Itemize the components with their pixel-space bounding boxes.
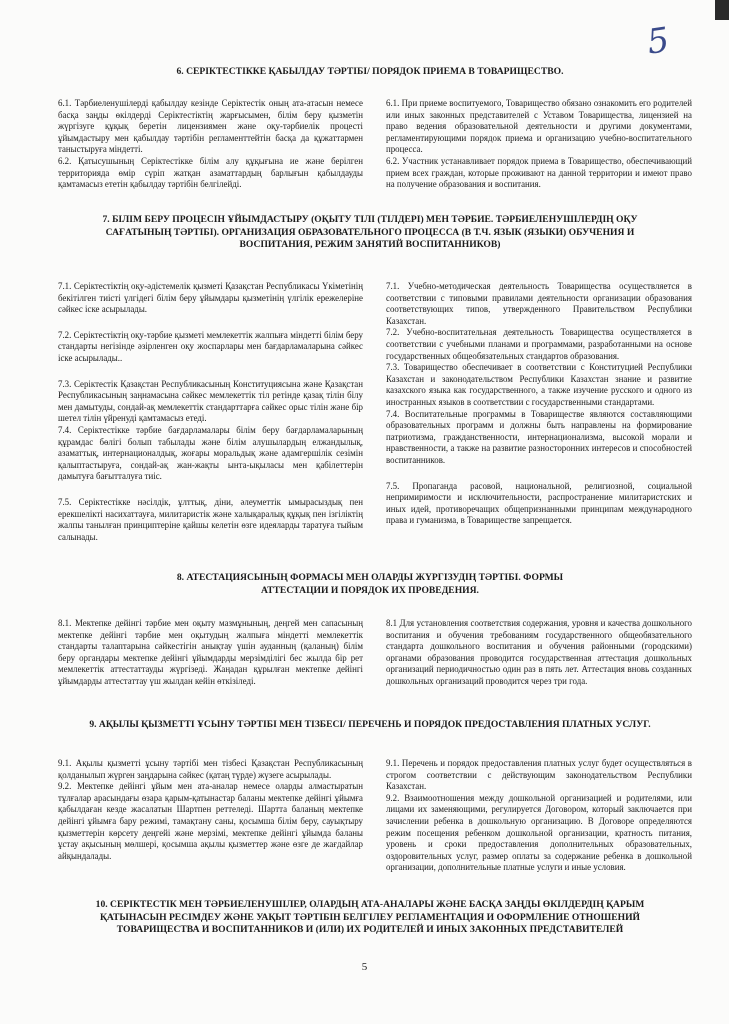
paragraph: 9.1. Перечень и порядок предоставления платных услуг будет осуществляться в строгом соответствии с действующим законодательством Республики Казахстан. bbox=[386, 758, 692, 792]
paragraph: 7.5. Серіктестікке нәсілдік, ұлттық, діни, әлеуметтік ымырасыздық пен ерекшелікті насихаттауға, милитаристік және халықаралық құқық пен ізгіліктің жалпы танылған принциптеріне қайшы келетін өзге идеяларды таратуға тыйым салынады. bbox=[58, 496, 363, 542]
scan-edge-shadow bbox=[715, 0, 729, 20]
paragraph: 9.2. Мектепке дейінгі ұйым мен ата-аналар немесе оларды алмастыратын тұлғалар арасындағы өзара қарым-қатынастар баланы мектепке дейінгі ұйымға қабылдаған кезде жасалатын Шартпен реттеледі. Шартта баланың мектепке дейінгі ұйымға бару режимі, тамақтану саны, қосымша білім беру, сауықтыру қызметтерін көрсету деңгейі және мерзімі, мектепке дейінгі ұйымда баланы ұстау ақысының мөлшері, қосымша ақылы қызметтер және өзге де жағдайлар айқындалады. bbox=[58, 781, 363, 861]
paragraph: 9.2. Взаимоотношения между дошкольной организацией и родителями, или лицами их заменяющими, регулируется Договором, который заключается при зачислении ребенка в дошкольную организацию. В Договоре определяются режим посещения ребенком дошкольной организации, кратность питания, уровень и сроки предоставления дополнительных образовательных, оздоровительных услуг, размер оплаты за содержание ребенка в дошкольной организации, дополнительные платные услуги и иные условия. bbox=[386, 792, 692, 873]
section-9-kazakh-column bbox=[58, 758, 363, 862]
section-8-russian-column bbox=[386, 618, 692, 688]
paragraph: 6.1. При приеме воспитуемого, Товарищество обязано ознакомить его родителей или иных законных представителей с Уставом Товарищества, лицензией на право ведения образовательной деятельности и другими документами, регламентирующими порядок приема и организацию учебно-воспитательного процесса. bbox=[386, 98, 692, 155]
section-6-russian-column bbox=[386, 98, 692, 191]
section-7-kazakh-column bbox=[58, 281, 363, 543]
section-8-heading: 8. АТЕСТАЦИЯСЫНЫҢ ФОРМАСЫ МЕН ОЛАРДЫ ЖҮРГІЗУДІҢ ТӘРТІБІ. ФОРМЫ АТТЕСТАЦИИ И ПОРЯДОК ИХ ПРОВЕДЕНИЯ. bbox=[176, 572, 564, 596]
paragraph: 7.1. Серіктестіктің оқу-әдістемелік қызметі Қазақстан Республикасы Үкіметінің бекітілген тиісті үлгідегі білім беру ұйымдары қызметінің үлгілік ережелеріне сәйкес іске асырылады. bbox=[58, 281, 363, 315]
section-7-russian-column bbox=[386, 281, 692, 527]
section-10-heading: 10. СЕРІКТЕСТІК МЕН ТӘРБИЕЛЕНУШІЛЕР, ОЛАРДЫҢ АТА-АНАЛАРЫ ЖӘНЕ БАСҚА ЗАҢДЫ ӨКІЛДЕРДІҢ ҚАРЫМ ҚАТЫНАСЫН РЕСІМДЕУ ЖӘНЕ УАҚЫТ ТӘРТІБІН БЕЛГІЛЕУ РЕГЛАМЕНТАЦИЯ И ОФОРМЛЕНИЕ ОТНОШЕНИЙ ТОВАРИЩЕСТВА И ВОСПИТАННИКОВ И (ИЛИ) ИХ РОДИТЕЛЕЙ И ИНЫХ ЗАКОННЫХ ПРЕДСТАВИТЕЛЕЙ bbox=[95, 899, 645, 935]
section-9-heading: 9. АҚЫЛЫ ҚЫЗМЕТТІ ҰСЫНУ ТӘРТІБІ МЕН ТІЗБЕСІ/ ПЕРЕЧЕНЬ И ПОРЯДОК ПРЕДОСТАВЛЕНИЯ ПЛАТНЫХ УСЛУГ. bbox=[89, 719, 651, 730]
paragraph: 9.1. Ақылы қызметті ұсыну тәртібі мен тізбесі Қазақстан Республикасының қолданылып жүрген заңдарына сәйкес (қатаң түрде) жүзеге асырылады. bbox=[58, 758, 363, 780]
section-9-russian-column bbox=[386, 758, 692, 874]
paragraph: 6.1. Тәрбиеленушілерді қабылдау кезінде Серіктестік оның ата-атасын немесе басқа заңды өкілдерді Серіктестіктің жарғысымен, білім беру қызметін жүргізуге құқық беретін лицензиямен және оқу-тәрбиелік процесті ұйымдастыру мен қабылдау тәртібін регламенттейтін басқа да құжаттармен таныстыруға міндетті. bbox=[58, 98, 363, 155]
paragraph: 7.5. Пропаганда расовой, национальной, религиозной, социальной непримиримости и исключительности, распространение милитаристских и иных идей, противоречащих общепризнанными принципам международного права и гуманизма, в Товариществе запрещается. bbox=[386, 480, 692, 526]
paragraph: 7.3. Товарищество обеспечивает в соответствии с Конституцией Республики Казахстан и законодательством Республики Казахстан знание и развитие казахского языка как государственного, а также изучение русского и одного из иностранных языков в соответствии с государственными стандартами. bbox=[386, 362, 692, 407]
paragraph: 8.1. Мектепке дейінгі тәрбие мен оқыту мазмұнының, деңгей мен сапасының мектепке дейінгі тәрбие мен оқытудың жалпыға міндетті мемлекеттік стандарты талаптарына сәйкестігін анықтау үшін ауданның (қаланың) білім беру органдары мектепке дейінгі ұйымдарды мерзімділігі бес жылда бір рет мемлекеттік аттестаттауды жүргізеді. Жаңадан құрылған мектепке дейінгі ұйымдарды аттестаттау үш жылдан кейін өткізіледі. bbox=[58, 618, 363, 686]
paragraph: 7.4. Воспитательные программы в Товариществе являются составляющими образовательных программ и должны быть направлены на формирование патриотизма, гражданственности, интернационализма, высокой морали и нравственности, а также на развитие разносторонних интересов и способностей воспитанников. bbox=[386, 408, 692, 465]
paragraph: 8.1 Для установления соответствия содержания, уровня и качества дошкольного воспитания и обучения требованиям государственного общеобязательного стандарта дошкольного воспитания и обучения районными (городскими) органами образования проводится государственная аттестация дошкольных организаций периодичностью один раз в пять лет. Аттестация вновь созданных дошкольных организаций проводится через три года. bbox=[386, 618, 692, 686]
handwritten-page-mark: 5 bbox=[644, 20, 672, 63]
section-6-heading: 6. СЕРІКТЕСТІККЕ ҚАБЫЛДАУ ТӘРТІБІ/ ПОРЯДОК ПРИЕМА В ТОВАРИЩЕСТВО. bbox=[176, 66, 564, 77]
paragraph: 7.4. Серіктестікке тәрбие бағдарламалары білім беру бағдарламаларының құрамдас бөлігі болып табылады және білім алушылардың елжандылық, азаматтық, интернационалдық, жоғары моральдық және адамгершілік сезімін қалыптастыруға, сондай-ақ жан-жақты ынта-ықыласы мен қабілеттерін дамытуға бағытталуға тиіс. bbox=[58, 424, 363, 482]
section-7-heading: 7. БІЛІМ БЕРУ ПРОЦЕСІН ҰЙЫМДАСТЫРУ (ОҚЫТУ ТІЛІ (ТІЛДЕРІ) МЕН ТӘРБИЕ. ТӘРБИЕЛЕНУШІЛЕРДІҢ ОҚУ САҒАТЫНЫҢ ТӘРТІБІ). ОРГАНИЗАЦИЯ ОБРАЗОВАТЕЛЬНОГО ПРОЦЕССА (В Т.Ч. ЯЗЫК (ЯЗЫКИ) ОБУЧЕНИЯ И ВОСПИТАНИЯ, РЕЖИМ ЗАНЯТИЙ ВОСПИТАННИКОВ) bbox=[102, 214, 638, 250]
section-6-kazakh-column bbox=[58, 98, 363, 191]
paragraph: 7.3. Серіктестік Қазақстан Республикасының Конституциясына және Қазақстан Республикасының заңнамасына сәйкес мемлекеттік тіл ретінде қазақ тілін білу мен дамытуды, сондай-ақ мемлекеттік стандарттарға сәйкес орыс тілін және бір шетел тілін үйренуді қамтамасыз етеді. bbox=[58, 378, 363, 424]
paragraph: 7.1. Учебно-методическая деятельность Товарищества осуществляется в соответствии с типовыми правилами деятельности организации образования соответствующих типов, утвержденного Правительством Республики Казахстан. bbox=[386, 281, 692, 326]
page-number: 5 bbox=[361, 961, 368, 973]
paragraph: 6.2. Участник устанавливает порядок приема в Товарищество, обеспечивающий прием всех граждан, которые проживают на данной территории и имеют право на получение образования и воспитания. bbox=[386, 155, 692, 190]
section-8-kazakh-column bbox=[58, 618, 363, 688]
paragraph: 7.2. Учебно-воспитательная деятельность Товарищества осуществляется в соответствии с учебными планами и программами, разработанными на основе государственных общеобязательных стандартов образования. bbox=[386, 327, 692, 361]
paragraph: 7.2. Серіктестіктің оқу-тәрбие қызметі мемлекеттік жалпыға міндетті білім беру стандарты негізінде әзірленген оқу жоспарлары мен бағдарламаларына сәйкес іске асырылады.. bbox=[58, 329, 363, 363]
paragraph: 6.2. Қатысушының Серіктестікке білім алу құқығына ие және берілген территорияда өмір сүріп жатқан азаматтардың барлығын қабылдауды қамтамасыз ететін қабылдау тәртібін белгілейді. bbox=[58, 155, 363, 190]
